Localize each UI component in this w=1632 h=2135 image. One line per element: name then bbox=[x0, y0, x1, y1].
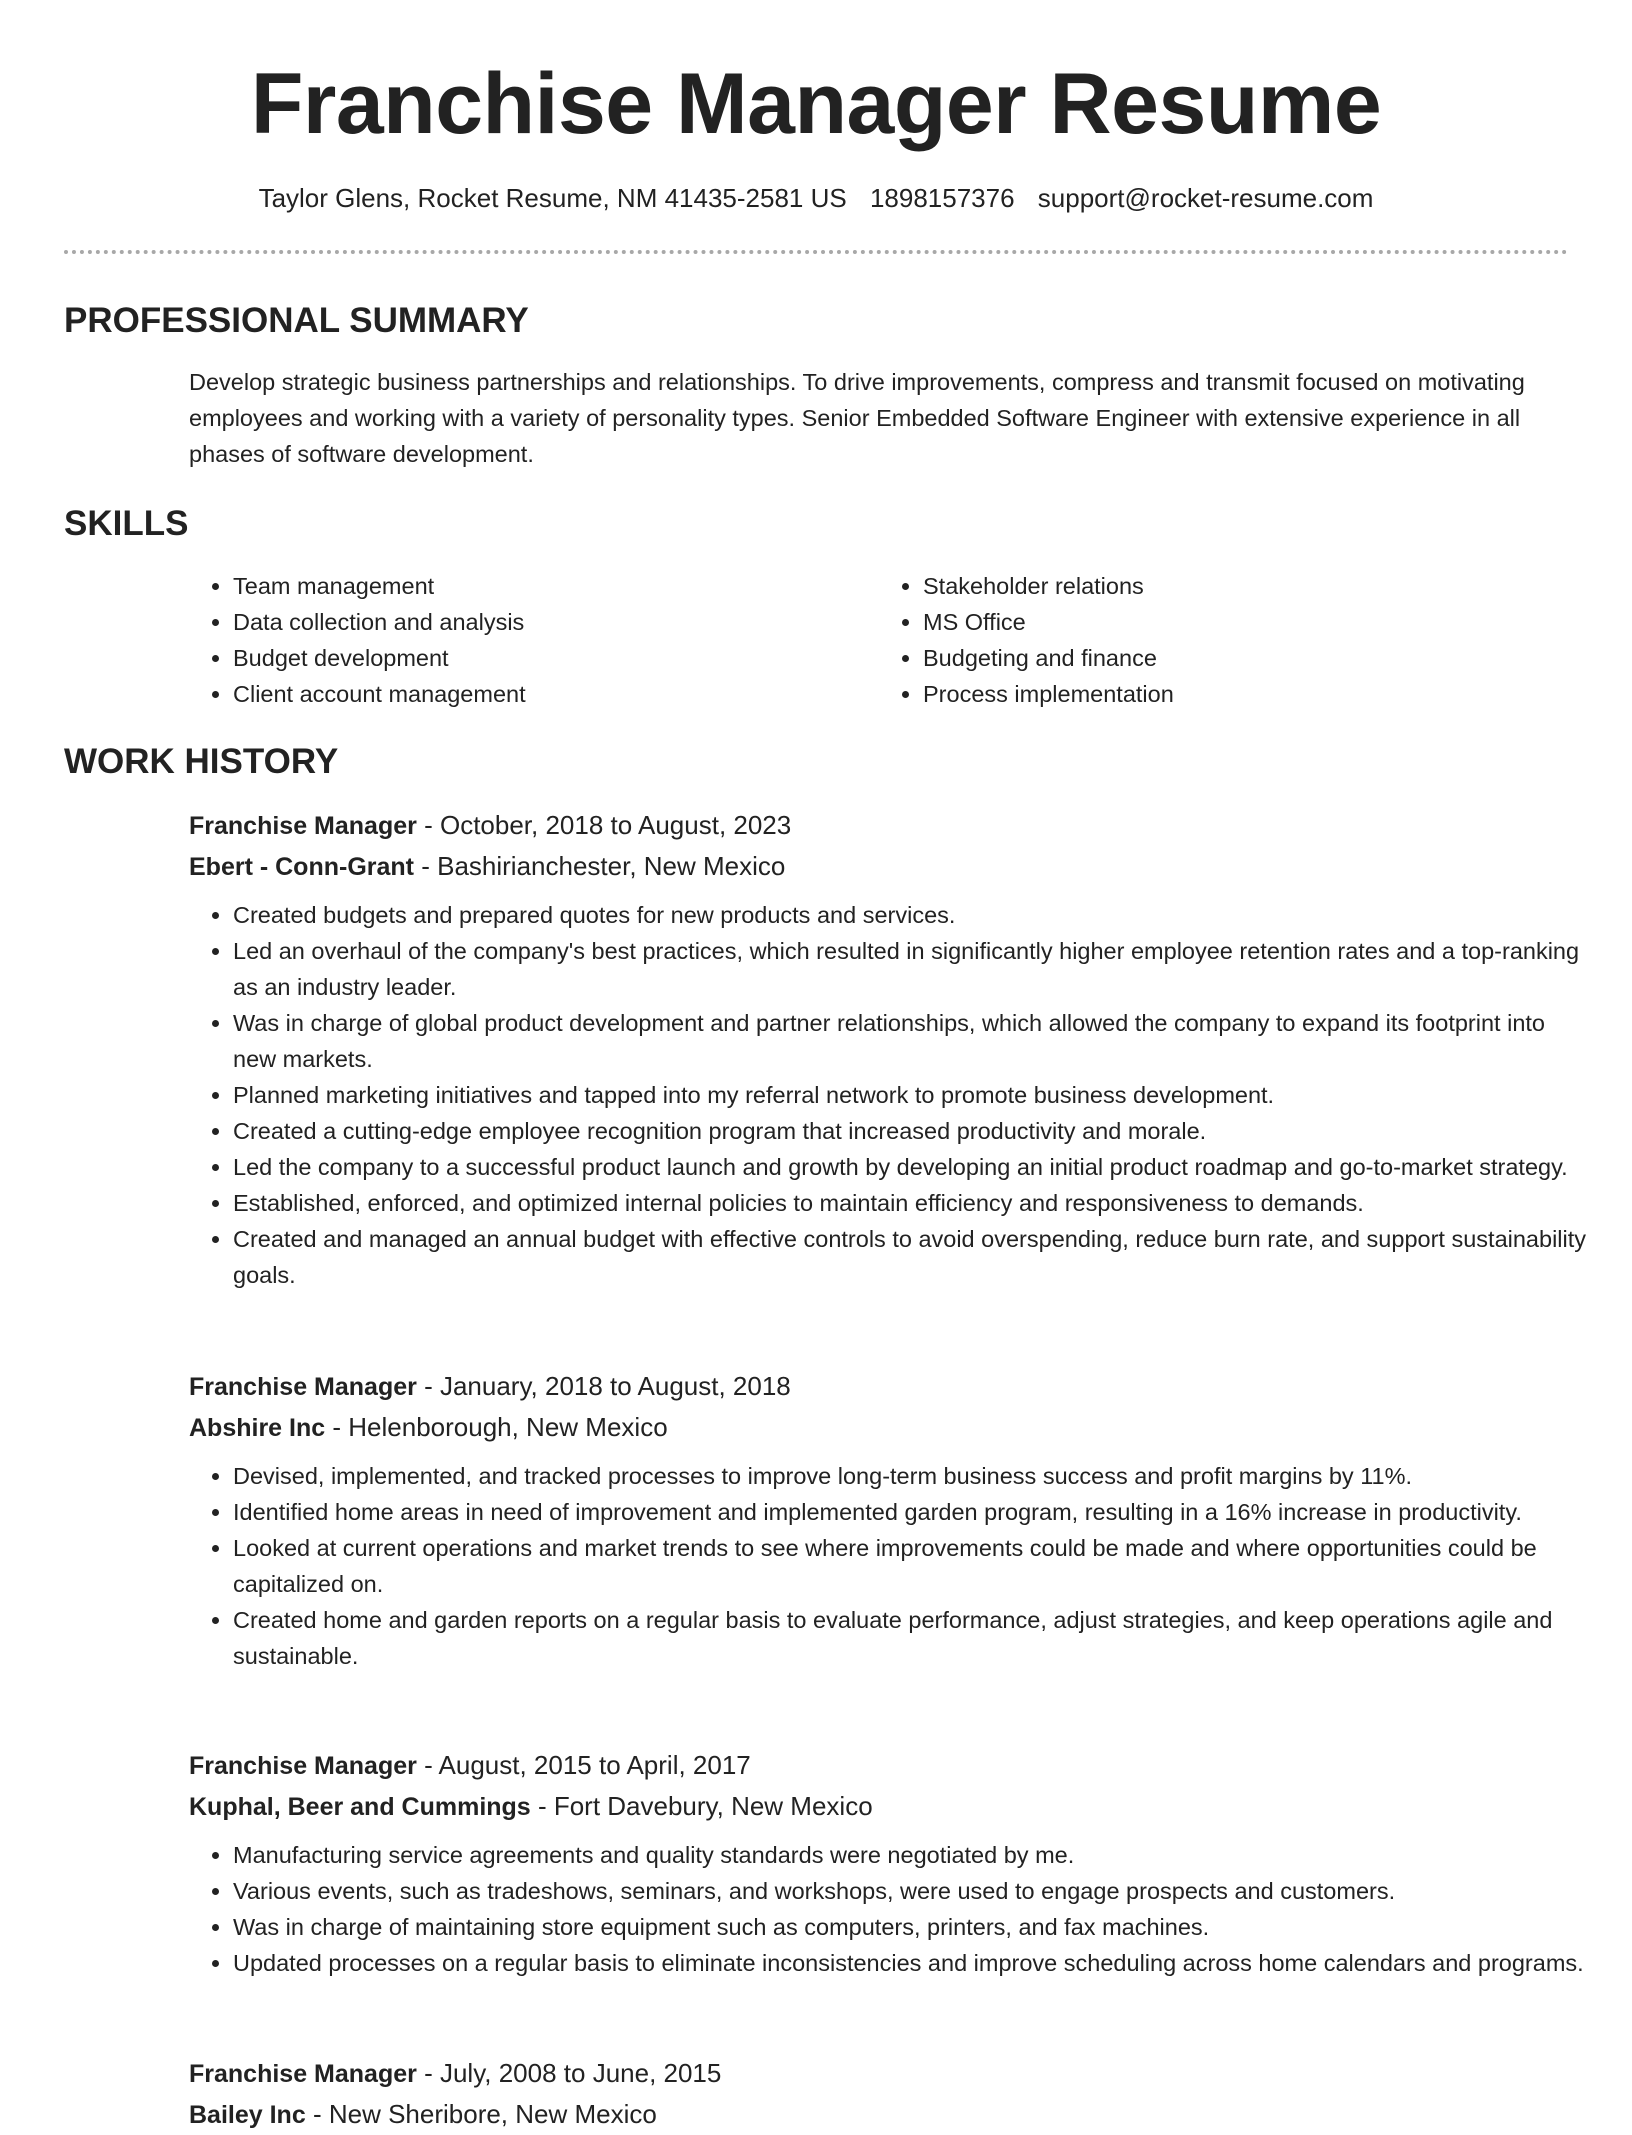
skills-heading: SKILLS bbox=[64, 504, 189, 543]
job-dates: - October, 2018 to August, 2023 bbox=[416, 810, 792, 840]
job-entry bbox=[189, 1366, 1569, 1674]
job-bullet: • Established, enforced, and optimized internal policies to maintain efficiency and responsiveness to demands. bbox=[233, 1185, 1589, 1221]
job-bullet: • Looked at current operations and market trends to see where improvements could be made and where opportunities could be capitalized on. bbox=[233, 1530, 1589, 1602]
job-location: - Helenborough, New Mexico bbox=[325, 1412, 668, 1442]
job-bullets bbox=[189, 1458, 1589, 1674]
page-title: Franchise Manager Resume bbox=[250, 56, 1382, 152]
job-bullet: • Devised, implemented, and tracked processes to improve long-term business success and profit margins by 11%. bbox=[233, 1458, 1589, 1494]
job-company-line bbox=[189, 846, 1569, 887]
job-title-line bbox=[189, 805, 1569, 846]
skill-item: • Budget development bbox=[233, 640, 879, 676]
job-entry bbox=[189, 1745, 1584, 1981]
contact-phone: 1898157376 bbox=[869, 183, 1015, 213]
job-bullet: • Created home and garden reports on a regular basis to evaluate performance, adjust strategies, and keep operations agile and sustainable. bbox=[233, 1602, 1589, 1674]
job-bullet: • Planned marketing initiatives and tapped into my referral network to promote business development. bbox=[233, 1077, 1589, 1113]
job-entry bbox=[189, 805, 1587, 1293]
job-title: Franchise Manager bbox=[189, 2060, 417, 2088]
job-bullet: • Led the company to a successful product launch and growth by developing an initial product roadmap and go-to-market strategy. bbox=[233, 1149, 1589, 1185]
job-bullet: • Created a cutting-edge employee recognition program that increased productivity and morale. bbox=[233, 1113, 1589, 1149]
job-bullet: • Was in charge of global product development and partner relationships, which allowed the company to expand its footprint into new markets. bbox=[233, 1005, 1589, 1077]
skill-item: • Process implementation bbox=[923, 676, 1569, 712]
skill-item: • Team management bbox=[233, 568, 879, 604]
contact-email: support@rocket-resume.com bbox=[1037, 183, 1374, 213]
job-bullet: • Led an overhaul of the company's best practices, which resulted in significantly higher employee retention rates and a top-ranking as an industry leader. bbox=[233, 933, 1589, 1005]
job-location: - Bashirianchester, New Mexico bbox=[414, 851, 786, 881]
skill-item: • Budgeting and finance bbox=[923, 640, 1569, 676]
summary-heading: PROFESSIONAL SUMMARY bbox=[64, 301, 529, 340]
job-company-line bbox=[189, 1407, 1569, 1448]
job-bullet: • Was in charge of maintaining store equipment such as computers, printers, and fax machines. bbox=[233, 1909, 1589, 1945]
skill-item: • Stakeholder relations bbox=[923, 568, 1569, 604]
job-title: Franchise Manager bbox=[189, 1752, 417, 1780]
job-bullet: • Created and managed an annual budget with effective controls to avoid overspending, reduce burn rate, and support sustainability goals. bbox=[233, 1221, 1589, 1293]
job-location: - Fort Davebury, New Mexico bbox=[530, 1791, 873, 1821]
skills-list bbox=[189, 568, 1569, 712]
job-title-line bbox=[189, 1745, 1569, 1786]
job-dates: - August, 2015 to April, 2017 bbox=[416, 1750, 751, 1780]
job-title: Franchise Manager bbox=[189, 812, 417, 840]
work-history-heading: WORK HISTORY bbox=[64, 742, 339, 781]
job-company: Ebert - Conn-Grant bbox=[189, 853, 414, 881]
skills-column-left bbox=[189, 568, 879, 712]
summary-text: Develop strategic business partnerships and relationships. To drive improvements, compress and transmit focused on motivating employees and working with a variety of personality types. Senior Embedded Software Engineer with extensive experience in all phases of software development. bbox=[189, 369, 1525, 467]
job-company: Bailey Inc bbox=[189, 2101, 306, 2129]
skills-column-right bbox=[879, 568, 1569, 712]
job-bullets bbox=[189, 897, 1589, 1293]
skill-item: • Client account management bbox=[233, 676, 879, 712]
job-entry bbox=[189, 2053, 1569, 2135]
job-company: Kuphal, Beer and Cummings bbox=[189, 1793, 531, 1821]
job-bullet: • Updated processes on a regular basis to eliminate inconsistencies and improve scheduling across home calendars and programs. bbox=[233, 1945, 1589, 1981]
header-divider bbox=[64, 250, 1568, 254]
job-title: Franchise Manager bbox=[189, 1373, 417, 1401]
job-dates: - July, 2008 to June, 2015 bbox=[416, 2058, 722, 2088]
job-title-line bbox=[189, 2053, 1569, 2094]
job-company-line bbox=[189, 1786, 1569, 1827]
job-dates: - January, 2018 to August, 2018 bbox=[416, 1371, 791, 1401]
job-bullet: • Created budgets and prepared quotes for new products and services. bbox=[233, 897, 1589, 933]
job-bullets bbox=[189, 1837, 1589, 1981]
job-location: - New Sheribore, New Mexico bbox=[305, 2099, 657, 2129]
contact-line bbox=[0, 180, 1632, 216]
job-company: Abshire Inc bbox=[189, 1414, 326, 1442]
skill-item: • Data collection and analysis bbox=[233, 604, 879, 640]
skill-item: • MS Office bbox=[923, 604, 1569, 640]
job-company-line bbox=[189, 2094, 1569, 2135]
job-bullet: • Manufacturing service agreements and quality standards were negotiated by me. bbox=[233, 1837, 1589, 1873]
job-title-line bbox=[189, 1366, 1569, 1407]
job-bullet: • Identified home areas in need of improvement and implemented garden program, resulting in a 16% increase in productivity. bbox=[233, 1494, 1589, 1530]
contact-address: Taylor Glens, Rocket Resume, NM 41435-2581 US bbox=[258, 183, 847, 213]
job-bullet: • Various events, such as tradeshows, seminars, and workshops, were used to engage prospects and customers. bbox=[233, 1873, 1589, 1909]
